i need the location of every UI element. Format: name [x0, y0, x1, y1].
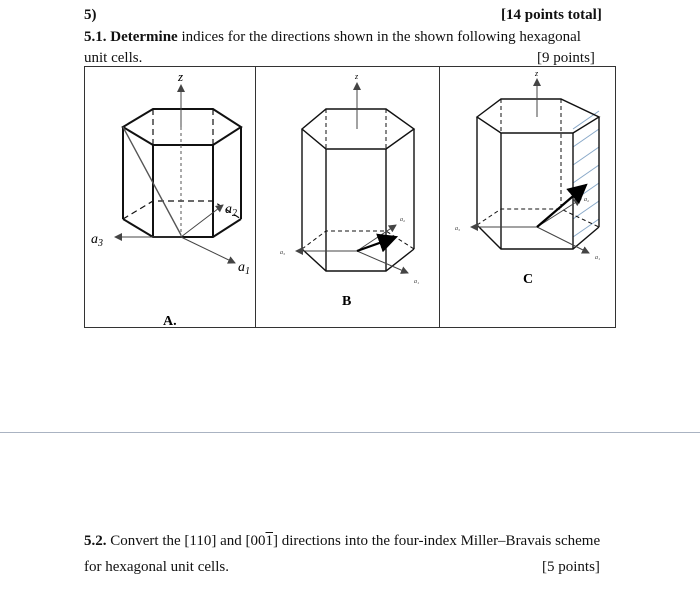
- svg-text:a₂: a₂: [584, 197, 590, 203]
- svg-text:a₃: a₃: [280, 250, 286, 256]
- svg-text:a₁: a₁: [595, 255, 601, 261]
- a3-axis-label: $a_3$: [91, 232, 103, 249]
- svg-text:a₃: a₃: [455, 226, 461, 232]
- question-5-2-line1: 5.2. Convert the [110] and [001] directions into the four-index Miller–Bravais scheme: [84, 533, 601, 549]
- question-5-1-line1: [84, 28, 581, 46]
- question-label: 5.1.: [84, 29, 107, 45]
- direction-vector-b: [357, 237, 396, 251]
- question-text: indices for the directions shown in the shown following hexagonal: [177, 29, 581, 45]
- figure-c-caption: C: [523, 272, 534, 287]
- question-verb: Determine: [110, 29, 178, 45]
- a1-axis-label: $a_1$: [238, 260, 250, 277]
- figure-c-hexagonal-cell: [439, 67, 615, 327]
- problem-total-points: [14 points total]: [501, 7, 602, 23]
- question-5-1-points: [9 points]: [537, 50, 595, 66]
- figure-a-caption: A.: [163, 314, 177, 327]
- problem-number: 5): [84, 7, 97, 23]
- section-divider: [0, 432, 700, 433]
- z-axis-label: z: [355, 72, 359, 81]
- figure-b-hexagonal-cell: [256, 67, 438, 327]
- question-5-2-line2: for hexagonal unit cells.: [84, 559, 229, 575]
- question-5-1-line2: unit cells.: [84, 50, 143, 66]
- figure-b-caption: B: [342, 294, 352, 309]
- z-axis-label: z: [535, 69, 539, 78]
- question-5-2-points: [5 points]: [542, 559, 600, 575]
- question-label: 5.2.: [84, 533, 107, 549]
- overbar-digit: 1: [265, 533, 273, 549]
- svg-text:a₁: a₁: [414, 279, 420, 285]
- svg-text:a₂: a₂: [400, 217, 406, 223]
- z-axis-label: z: [178, 69, 184, 84]
- figure-a-hexagonal-cell: [85, 67, 255, 327]
- a2-axis-label: $a_2$: [225, 202, 237, 219]
